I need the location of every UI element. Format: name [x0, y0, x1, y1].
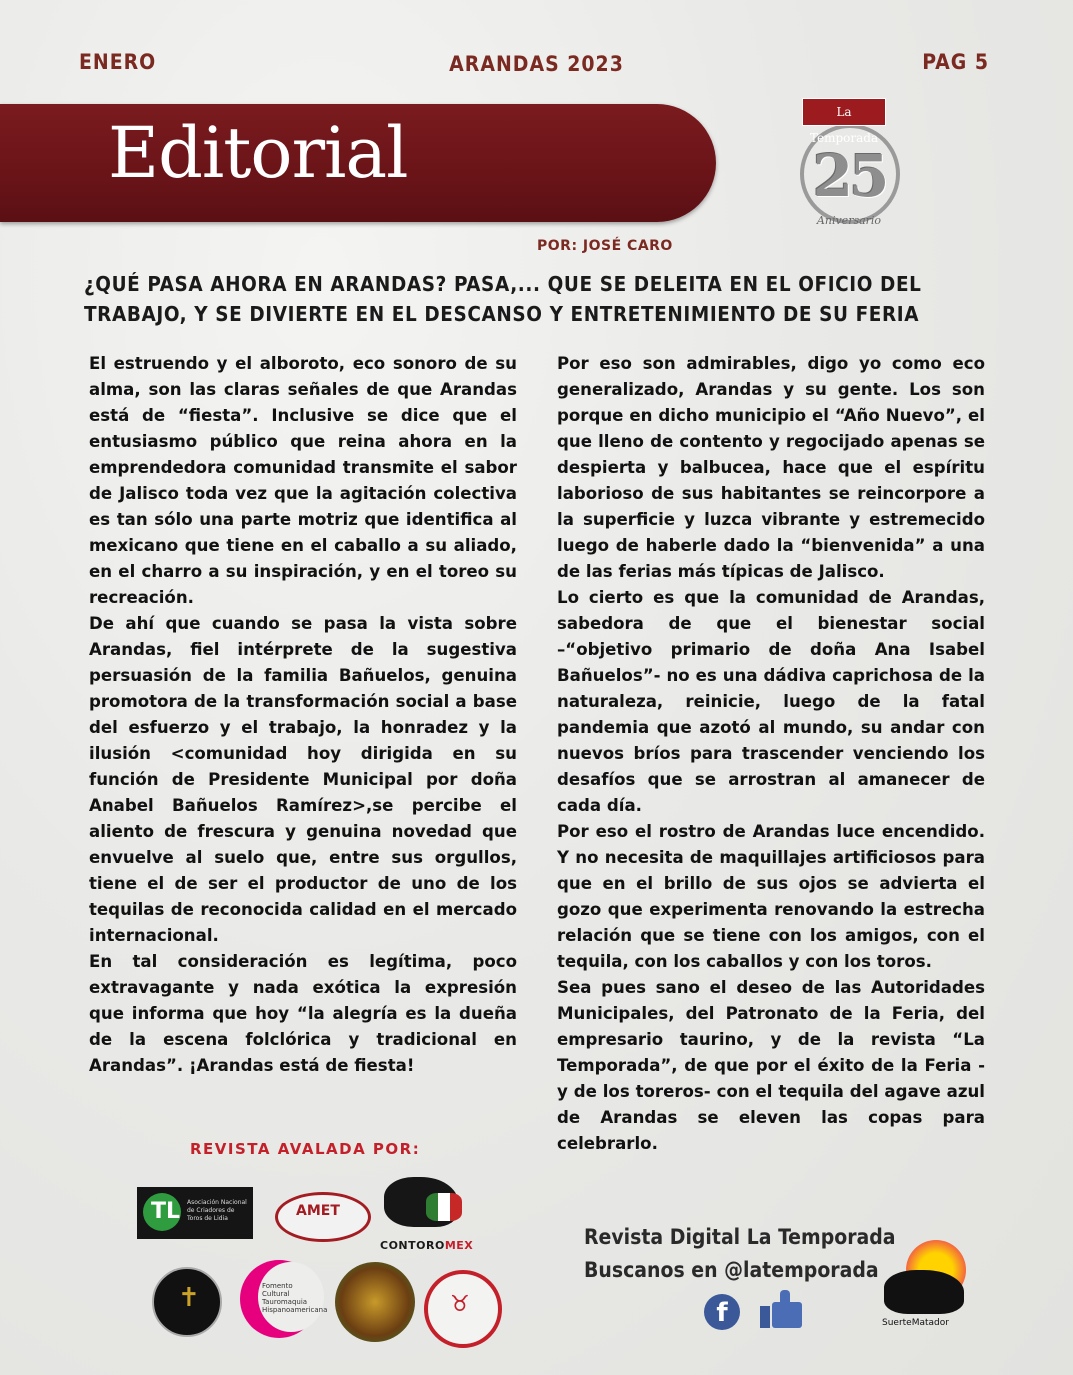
logo-name: La Temporada: [802, 98, 886, 126]
amet-logo: [275, 1192, 371, 1242]
bull-icon: [884, 1270, 964, 1314]
fomento-logo-text: Fomento Cultural Tauromaquia Hispanoamericana: [262, 1282, 328, 1314]
header-page-number: PAG 5: [922, 50, 989, 74]
article-column-2: [557, 351, 985, 1157]
anniversary-logo: [794, 94, 904, 234]
bullfighting-school-logo: [424, 1270, 502, 1348]
anctl-logo-text: Asociación Nacional de Criadores de Toros de Lidia: [187, 1199, 247, 1222]
headline: ¿QUÉ PASA AHORA EN ARANDAS? PASA,... QUE SE DELEITA EN EL OFICIO DEL TRABAJO, Y SE DIVIERTE EN EL DESCANSO Y ENTRETENIMIENTO DE SU FERIA: [84, 272, 922, 326]
section-title: Editorial: [108, 112, 408, 194]
fomento-cultural-logo: [240, 1260, 328, 1342]
header-month: ENERO: [79, 50, 157, 74]
anctl-logo: [137, 1187, 253, 1239]
footer-magazine-name: Revista Digital La Temporada: [584, 1225, 896, 1249]
suertematador-label: SuerteMatador: [882, 1318, 949, 1328]
paragraph: Sea pues sano el deseo de las Autoridades Municipales, del Patronato de la Feria, del empresario taurino, y de la revista “La Temporada”, de que por el éxito de la Feria -y de los toreros- con el tequila del agave azul de Arandas se eleven las copas para celebrarlo.: [557, 978, 985, 1153]
contoromex-label: CONTOROMEX: [380, 1239, 474, 1252]
facebook-icon[interactable]: f: [704, 1294, 740, 1330]
paragraph: De ahí que cuando se pasa la vista sobre Arandas, fiel intérprete de la sugestiva persuasión de la familia Bañuelos, genuina promotora de la transformación social a base del esfuerzo y el trabajo, la honradez y la ilusión <comunidad hoy dirigida en su función de Presidente Municipal por doña Anabel Bañuelos Ramírez>,se percibe el aliento de frescura y genuina novedad que envuelve al suelo que, entre sus orgullos, tiene el de ser el productor de uno de los tequilas de reconocida calidad en el mercado internacional.: [89, 614, 517, 945]
charro-association-logo: [335, 1262, 415, 1342]
paragraph: En tal consideración es legítima, poco extravagante y nada exótica la expresión que informa que hoy “la alegría es la dueña de la escena folclórica y tradicional en Arandas”. ¡Arandas está de fiesta!: [89, 952, 517, 1075]
thumbs-up-icon[interactable]: [760, 1290, 804, 1330]
suertematador-logo: [878, 1240, 974, 1336]
byline: POR: JOSÉ CARO: [537, 238, 673, 254]
logo-subtitle: Aniversario: [816, 214, 882, 227]
sword-icon: ✝: [178, 1283, 200, 1313]
header-issue: ARANDAS 2023: [449, 52, 624, 76]
paragraph: Lo cierto es que la comunidad de Arandas, sabedora de que el bienestar social –“objetivo primario de doña Ana Isabel Bañuelos”- no es una dádiva caprichosa de la naturaleza, reinicie, luego de la fatal pandemia que azotó al mundo, su andar con nuevos bríos para trascender venciendo los desafíos que se arrostran al amanecer de cada día.: [557, 588, 985, 815]
bull-head-icon: ♉: [450, 1292, 470, 1317]
logo-number: 25: [812, 142, 886, 210]
matador-seal-logo: [152, 1267, 222, 1337]
contoromex-logo: [372, 1175, 472, 1253]
amet-logo-text: AMET: [296, 1203, 340, 1219]
mexico-map-icon: [426, 1193, 462, 1221]
anctl-emblem-icon: TL: [143, 1193, 181, 1231]
paragraph: Por eso el rostro de Arandas luce encendido. Y no necesita de maquillajes artificiosos para que en el brillo de sus ojos se advierta el gozo que experimenta renovando la estrecha relación que se tiene con los amigos, con el tequila, con los caballos y con los toros.: [557, 822, 985, 971]
endorsed-label: REVISTA AVALADA POR:: [190, 1140, 421, 1158]
paragraph: Por eso son admirables, digo yo como eco generalizado, Arandas y su gente. Los son porque en dicho municipio el “Año Nuevo”, el que lleno de contento y regocijado apenas se despierta y balbucea, hace que el espíritu laborioso de sus habitantes se reincorpore a la superficie y luzca vibrante y estremecido luego de haberle dado la “bienvenida” a una de las ferias más típicas de Jalisco.: [557, 354, 985, 581]
footer-social-handle[interactable]: Buscanos en @latemporada: [584, 1258, 879, 1282]
article-column-1: [89, 351, 517, 1079]
paragraph: El estruendo y el alboroto, eco sonoro de su alma, son las claras señales de que Arandas está de “fiesta”. Inclusive se dice que el entusiasmo público que reina ahora en la emprendedora comunidad transmite el sabor de Jalisco toda vez que la agitación colectiva es tan sólo una parte motriz que identifica al mexicano que tiene en el caballo a su aliado, en el charro a su inspiración, y en el toreo su recreación.: [89, 354, 517, 607]
